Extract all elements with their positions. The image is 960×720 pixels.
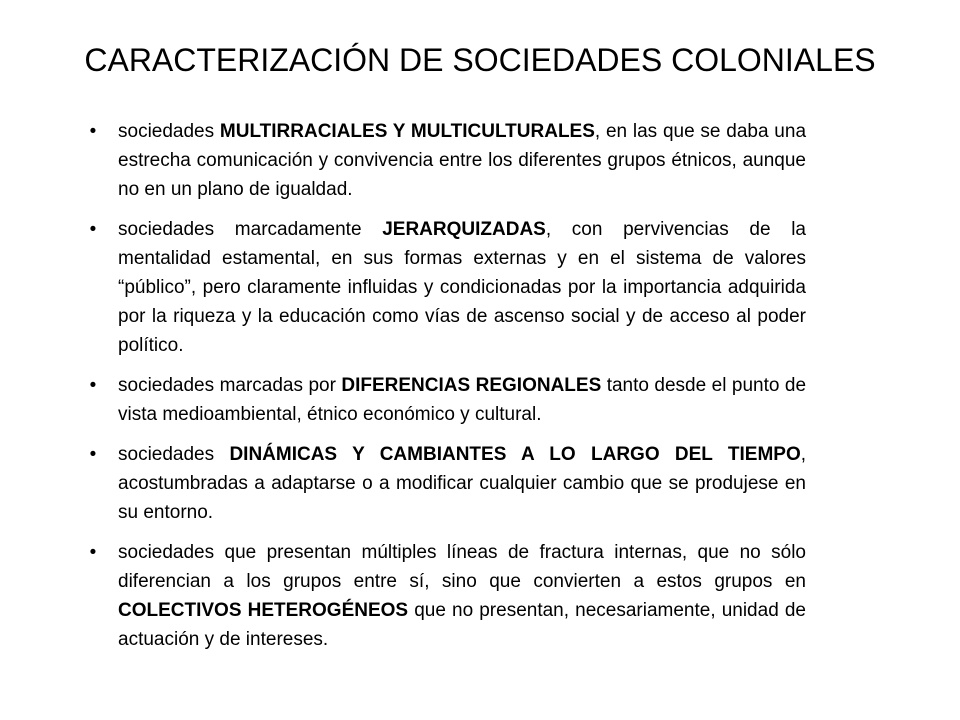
bullet-text-bold: DINÁMICAS Y CAMBIANTES A LO LARGO DEL TIEMPO [229, 444, 801, 465]
bullet-text-before: sociedades que presentan múltiples líneas de fractura internas, que no sólo diferencian a los grupos entre sí, sino que convierten a estos grupos en [118, 542, 806, 592]
slide-title: CARACTERIZACIÓN DE SOCIEDADES COLONIALES [84, 42, 876, 78]
bullet-item-diferencias-regionales [86, 371, 806, 429]
bullet-text-after: tanto desde el punto de vista medioambiental, étnico económico y cultural. [118, 375, 807, 425]
bullet-list [86, 117, 806, 665]
bullet-text-bold: MULTIRRACIALES Y MULTICULTURALES [219, 121, 595, 142]
bullet-marker: • [89, 444, 97, 465]
bullet-text-before: sociedades marcadamente [118, 219, 383, 240]
bullet-item-colectivos-heterogeneos [86, 538, 806, 654]
bullet-marker: • [89, 542, 97, 563]
bullet-text-bold: JERARQUIZADAS [382, 219, 546, 240]
bullet-text-before: sociedades [118, 121, 220, 142]
bullet-item-dinamicas [86, 440, 806, 527]
bullet-text-after: que no presentan, necesariamente, unidad de actuación y de intereses. [118, 600, 807, 650]
bullet-marker: • [89, 219, 97, 240]
bullet-marker: • [89, 121, 97, 142]
bullet-text-bold: COLECTIVOS HETEROGÉNEOS [118, 600, 409, 621]
bullet-text-after: , en las que se daba una estrecha comunicación y convivencia entre los diferentes grupos étnicos, aunque no en un plano de igualdad. [118, 121, 807, 200]
bullet-text-bold: DIFERENCIAS REGIONALES [341, 375, 602, 396]
bullet-text-after: , acostumbradas a adaptarse o a modificar cualquier cambio que se produjese en su entorno. [118, 444, 806, 523]
bullet-text-before: sociedades [118, 444, 230, 465]
bullet-text-before: sociedades marcadas por [118, 375, 342, 396]
bullet-text-after: , con pervivencias de la mentalidad estamental, en sus formas externas y en el sistema de valores “público”, pero claramente influidas y condicionadas por la importancia adquirida por la riqueza y la educación como vías de ascenso social y de acceso al poder político. [118, 219, 806, 356]
bullet-item-jerarquizadas [86, 215, 806, 360]
bullet-item-multirraciales [86, 117, 806, 204]
bullet-marker: • [89, 375, 97, 396]
